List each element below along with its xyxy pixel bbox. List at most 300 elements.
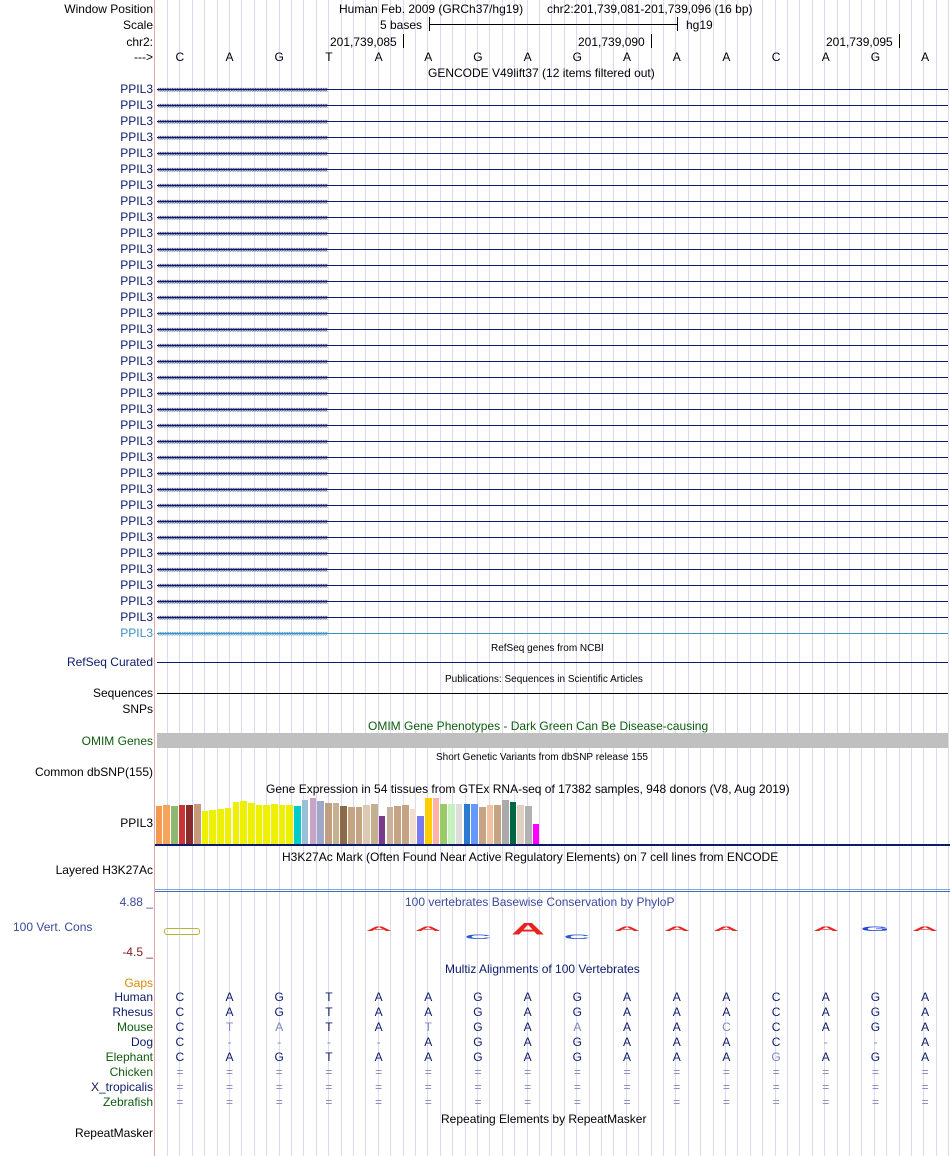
gencode-transcript[interactable] [157,276,948,286]
publications-track-label[interactable]: Sequences [92,686,153,700]
multiz-base: = [573,1095,581,1109]
conservation-logo-letter: A [415,925,442,933]
multiz-base: = [275,1080,283,1094]
gtex-track-title: Gene Expression in 54 tissues from GTEx RNA-seq of 17382 samples, 948 donors (V8, Aug 2019) [266,782,790,796]
gtex-tissue-bar[interactable] [317,801,324,844]
h3k27ac-track-title: H3K27Ac Mark (Often Found Near Active Regulatory Elements) on 7 cell lines from ENCODE [282,850,779,864]
multiz-gaps-label[interactable]: Gaps [124,976,153,990]
gtex-tissue-bar[interactable] [340,806,347,844]
gencode-transcript[interactable] [157,372,948,382]
gtex-tissue-bar[interactable] [410,809,417,844]
multiz-base: = [722,1095,730,1109]
gtex-tissue-bar[interactable] [371,804,378,844]
multiz-base: = [822,1065,830,1079]
gtex-tissue-bar[interactable] [156,806,163,844]
reference-base: A [623,50,632,64]
multiz-base: = [524,1065,532,1079]
gencode-transcript-label[interactable]: PPIL3 [120,290,153,304]
multiz-base: G [473,1005,483,1019]
multiz-base: A [424,1005,433,1019]
gtex-tissue-bar[interactable] [448,804,455,844]
gencode-transcript[interactable] [157,404,948,414]
multiz-species-label[interactable]: Chicken [109,1065,153,1079]
gencode-transcript[interactable] [157,292,948,302]
multiz-base: C [175,1020,185,1034]
gencode-transcript[interactable] [157,452,948,462]
omim-track-title: OMIM Gene Phenotypes - Dark Green Can Be Disease-causing [368,719,709,733]
multiz-base: G [572,1035,583,1049]
multiz-base: = [871,1065,879,1079]
gencode-transcript[interactable] [157,196,948,206]
multiz-base: A [821,990,830,1004]
multiz-base: G [870,1005,881,1019]
gtex-tissue-bar[interactable] [286,805,293,844]
gtex-tissue-bar[interactable] [440,804,447,844]
gencode-transcript-label[interactable]: PPIL3 [120,530,153,544]
multiz-base: = [176,1080,184,1094]
strand-arrows: ‹‹‹‹‹‹‹‹‹‹‹‹‹‹‹‹‹‹‹‹‹‹‹‹‹‹‹‹‹‹‹‹‹‹‹‹‹‹‹‹‹‹‹‹‹‹‹‹‹‹‹‹‹‹‹‹‹‹‹‹‹‹‹‹‹‹‹‹‹‹‹‹‹‹‹‹‹‹‹‹‹‹‹‹‹‹‹‹‹‹‹‹‹‹‹‹‹‹‹‹ [157,132,327,142]
multiz-base: = [375,1080,383,1094]
gencode-transcript[interactable] [157,388,948,398]
gencode-transcript[interactable] [157,180,948,190]
gtex-tissue-bar[interactable] [163,805,170,844]
gencode-transcript[interactable] [157,420,948,430]
multiz-base: G [274,990,284,1004]
multiz-base: G [572,1050,583,1064]
gtex-tissue-bar[interactable] [348,807,355,844]
multiz-base: = [822,1080,830,1094]
strand-arrows: ‹‹‹‹‹‹‹‹‹‹‹‹‹‹‹‹‹‹‹‹‹‹‹‹‹‹‹‹‹‹‹‹‹‹‹‹‹‹‹‹‹‹‹‹‹‹‹‹‹‹‹‹‹‹‹‹‹‹‹‹‹‹‹‹‹‹‹‹‹‹‹‹‹‹‹‹‹‹‹‹‹‹‹‹‹‹‹‹‹‹‹‹‹‹‹‹‹‹‹‹ [157,84,327,94]
gencode-transcript-label[interactable]: PPIL3 [120,610,153,624]
conservation-ymin: -4.5 _ [122,945,153,959]
multiz-base: T [325,990,333,1004]
multiz-base: = [275,1065,283,1079]
gtex-tissue-bar[interactable] [179,805,186,844]
gtex-tissue-bar[interactable] [225,808,232,844]
reference-base: C [771,50,781,64]
refseq-gene-line[interactable] [157,662,948,663]
multiz-base: G [473,990,483,1004]
conservation-logo-letter: A [663,925,690,933]
strand-label: ---> [134,50,153,64]
multiz-base: = [524,1080,532,1094]
gencode-transcript[interactable] [157,84,948,94]
gencode-transcript[interactable] [157,132,948,142]
coord-3-tick [899,34,900,48]
gtex-tissue-bar[interactable] [433,798,440,844]
gencode-transcript[interactable] [157,596,948,606]
gencode-transcript-label[interactable]: PPIL3 [120,98,153,112]
gencode-transcript-label[interactable]: PPIL3 [120,386,153,400]
multiz-base: A [275,1020,284,1034]
multiz-base: T [325,1020,333,1034]
gencode-transcript-label[interactable]: PPIL3 [120,114,153,128]
reference-base: C [175,50,185,64]
conservation-track-label[interactable]: 100 Vert. Cons [13,920,93,934]
gencode-transcript-label[interactable]: PPIL3 [120,562,153,576]
multiz-base: G [473,1050,483,1064]
gtex-tissue-bar[interactable] [240,801,247,844]
gencode-transcript-label[interactable]: PPIL3 [120,210,153,224]
gtex-tissue-bar[interactable] [394,806,401,844]
gtex-bar-chart[interactable] [155,797,540,844]
conservation-logo-letter: A [510,920,545,938]
coord-2-tick [651,34,652,48]
multiz-base: - [873,1035,878,1049]
gencode-track-title: GENCODE V49lift37 (12 items filtered out) [428,66,655,80]
gencode-transcript[interactable] [157,612,948,622]
gencode-transcript-label[interactable]: PPIL3 [120,594,153,608]
multiz-base: A [523,1050,532,1064]
multiz-base: = [424,1080,432,1094]
multiz-base: A [722,1005,731,1019]
multiz-base: A [424,1050,433,1064]
gtex-tissue-bar[interactable] [379,816,386,844]
label-column-divider [154,0,155,1156]
multiz-base: A [623,1005,632,1019]
gencode-transcript-label[interactable]: PPIL3 [120,258,153,272]
gtex-tissue-bar[interactable] [194,804,201,844]
multiz-base: - [823,1035,828,1049]
gtex-tissue-bar[interactable] [417,816,424,844]
gtex-tissue-bar[interactable] [425,798,432,844]
reference-base: G [572,50,583,64]
gencode-transcript-label[interactable]: PPIL3 [120,194,153,208]
gtex-tissue-bar[interactable] [387,807,394,844]
gtex-tissue-bar[interactable] [494,805,501,844]
strand-arrows: ‹‹‹‹‹‹‹‹‹‹‹‹‹‹‹‹‹‹‹‹‹‹‹‹‹‹‹‹‹‹‹‹‹‹‹‹‹‹‹‹‹‹‹‹‹‹‹‹‹‹‹‹‹‹‹‹‹‹‹‹‹‹‹‹‹‹‹‹‹‹‹‹‹‹‹‹‹‹‹‹‹‹‹‹‹‹‹‹‹‹‹‹‹‹‹‹‹‹‹‹ [157,196,327,206]
gencode-transcript-label[interactable]: PPIL3 [120,226,153,240]
gencode-transcript-label[interactable]: PPIL3 [120,546,153,560]
multiz-base: = [921,1095,929,1109]
gencode-transcript[interactable] [157,244,948,254]
multiz-species-label[interactable]: Zebrafish [102,1095,153,1109]
multiz-base: A [672,1050,681,1064]
gencode-transcript[interactable] [157,100,948,110]
multiz-base: A [921,990,930,1004]
gtex-tissue-bar[interactable] [202,811,209,844]
strand-arrows: ‹‹‹‹‹‹‹‹‹‹‹‹‹‹‹‹‹‹‹‹‹‹‹‹‹‹‹‹‹‹‹‹‹‹‹‹‹‹‹‹‹‹‹‹‹‹‹‹‹‹‹‹‹‹‹‹‹‹‹‹‹‹‹‹‹‹‹‹‹‹‹‹‹‹‹‹‹‹‹‹‹‹‹‹‹‹‹‹‹‹‹‹‹‹‹‹‹‹‹‹ [157,356,327,366]
multiz-base: C [175,990,185,1004]
gencode-transcript[interactable] [157,564,948,574]
gencode-transcript-label[interactable]: PPIL3 [120,466,153,480]
gencode-transcript[interactable] [157,548,948,558]
multiz-base: A [623,1035,632,1049]
multiz-base: A [225,990,234,1004]
coord-3: 201,739,095 [826,35,893,49]
gencode-transcript-label[interactable]: PPIL3 [120,434,153,448]
gencode-transcript[interactable] [157,468,948,478]
refseq-track-label[interactable]: RefSeq Curated [66,655,153,669]
gtex-tissue-bar[interactable] [310,798,317,844]
gencode-transcript[interactable] [157,116,948,126]
dbsnp-track-title: Short Genetic Variants from dbSNP release 155 [436,752,648,763]
gencode-transcript-label[interactable]: PPIL3 [120,130,153,144]
strand-arrows: ‹‹‹‹‹‹‹‹‹‹‹‹‹‹‹‹‹‹‹‹‹‹‹‹‹‹‹‹‹‹‹‹‹‹‹‹‹‹‹‹‹‹‹‹‹‹‹‹‹‹‹‹‹‹‹‹‹‹‹‹‹‹‹‹‹‹‹‹‹‹‹‹‹‹‹‹‹‹‹‹‹‹‹‹‹‹‹‹‹‹‹‹‹‹‹‹‹‹‹‹ [157,212,327,222]
gencode-transcript-label[interactable]: PPIL3 [120,482,153,496]
multiz-species-label[interactable]: Mouse [116,1020,153,1034]
multiz-base: A [424,990,433,1004]
multiz-base: G [473,1020,483,1034]
conservation-logo-letter: C [564,933,591,941]
repeatmasker-track-label[interactable]: RepeatMasker [74,1126,153,1140]
gencode-transcript-label[interactable]: PPIL3 [120,450,153,464]
gencode-transcript-label[interactable]: PPIL3 [120,274,153,288]
multiz-base: T [325,1050,333,1064]
multiz-base: A [523,1020,532,1034]
multiz-base: A [424,1035,433,1049]
gencode-transcript[interactable] [157,148,948,158]
multiz-base: = [573,1080,581,1094]
gtex-tissue-bar[interactable] [209,810,216,844]
strand-arrows: ‹‹‹‹‹‹‹‹‹‹‹‹‹‹‹‹‹‹‹‹‹‹‹‹‹‹‹‹‹‹‹‹‹‹‹‹‹‹‹‹‹‹‹‹‹‹‹‹‹‹‹‹‹‹‹‹‹‹‹‹‹‹‹‹‹‹‹‹‹‹‹‹‹‹‹‹‹‹‹‹‹‹‹‹‹‹‹‹‹‹‹‹‹‹‹‹‹‹‹‹ [157,148,327,158]
gtex-tissue-bar[interactable] [233,802,240,844]
multiz-species-label[interactable]: X_tropicalis [90,1080,153,1094]
scale-label: Scale [122,18,153,32]
strand-arrows: ‹‹‹‹‹‹‹‹‹‹‹‹‹‹‹‹‹‹‹‹‹‹‹‹‹‹‹‹‹‹‹‹‹‹‹‹‹‹‹‹‹‹‹‹‹‹‹‹‹‹‹‹‹‹‹‹‹‹‹‹‹‹‹‹‹‹‹‹‹‹‹‹‹‹‹‹‹‹‹‹‹‹‹‹‹‹‹‹‹‹‹‹‹‹‹‹‹‹‹‹ [157,516,327,526]
reference-base: G [870,50,881,64]
gtex-tissue-bar[interactable] [502,800,509,844]
gtex-tissue-bar[interactable] [487,805,494,844]
gtex-tissue-bar[interactable] [479,807,486,844]
position-text: chr2:201,739,081-201,739,096 (16 bp) [547,2,753,16]
gencode-transcript-label[interactable]: PPIL3 [120,354,153,368]
conservation-logo-letter: A [365,925,392,933]
strand-arrows: ‹‹‹‹‹‹‹‹‹‹‹‹‹‹‹‹‹‹‹‹‹‹‹‹‹‹‹‹‹‹‹‹‹‹‹‹‹‹‹‹‹‹‹‹‹‹‹‹‹‹‹‹‹‹‹‹‹‹‹‹‹‹‹‹‹‹‹‹‹‹‹‹‹‹‹‹‹‹‹‹‹‹‹‹‹‹‹‹‹‹‹‹‹‹‹‹‹‹‹‹ [157,564,327,574]
reference-base: G [274,50,284,64]
strand-arrows: ‹‹‹‹‹‹‹‹‹‹‹‹‹‹‹‹‹‹‹‹‹‹‹‹‹‹‹‹‹‹‹‹‹‹‹‹‹‹‹‹‹‹‹‹‹‹‹‹‹‹‹‹‹‹‹‹‹‹‹‹‹‹‹‹‹‹‹‹‹‹‹‹‹‹‹‹‹‹‹‹‹‹‹‹‹‹‹‹‹‹‹‹‹‹‹‹‹‹‹‹ [157,308,327,318]
multiz-base: C [722,1020,731,1034]
gencode-transcript[interactable] [157,308,948,318]
gencode-transcript[interactable] [157,628,948,638]
conservation-logo-letter: A [812,925,839,933]
coord-1: 201,739,085 [330,35,397,49]
multiz-base: = [325,1065,333,1079]
gtex-tissue-bar[interactable] [279,805,286,844]
conservation-logo-letter: A [911,925,939,933]
multiz-base: A [623,1050,632,1064]
gencode-transcript-label[interactable]: PPIL3 [120,578,153,592]
strand-arrows: ‹‹‹‹‹‹‹‹‹‹‹‹‹‹‹‹‹‹‹‹‹‹‹‹‹‹‹‹‹‹‹‹‹‹‹‹‹‹‹‹‹‹‹‹‹‹‹‹‹‹‹‹‹‹‹‹‹‹‹‹‹‹‹‹‹‹‹‹‹‹‹‹‹‹‹‹‹‹‹‹‹‹‹‹‹‹‹‹‹‹‹‹‹‹‹‹‹‹‹‹ [157,324,327,334]
gencode-transcript-label[interactable]: PPIL3 [120,178,153,192]
reference-base: A [424,50,433,64]
scale-bar-right-tick [677,17,678,31]
gencode-transcript-label[interactable]: PPIL3 [120,242,153,256]
multiz-base: T [225,1020,234,1034]
multiz-base: G [572,1005,583,1019]
scale-bar [429,24,677,25]
gtex-tissue-bar[interactable] [525,806,532,844]
multiz-base: = [474,1095,482,1109]
multiz-base: = [375,1065,383,1079]
omim-gene-bar[interactable] [157,733,948,748]
reference-base: T [325,50,333,64]
multiz-base: = [921,1080,929,1094]
gencode-transcript-label[interactable]: PPIL3 [120,402,153,416]
conservation-logo-letter: A [713,925,740,933]
conservation-ymax: 4.88 _ [119,895,153,909]
gtex-tissue-bar[interactable] [217,809,224,844]
gtex-tissue-bar[interactable] [171,806,178,844]
gencode-transcript[interactable] [157,580,948,590]
multiz-base: A [821,1020,830,1034]
multiz-base: A [623,990,632,1004]
multiz-species-label[interactable]: Elephant [105,1050,153,1064]
gtex-tissue-bar[interactable] [325,803,332,844]
gencode-transcript-label[interactable]: PPIL3 [120,338,153,352]
gtex-tissue-bar[interactable] [471,804,478,844]
gtex-tissue-bar[interactable] [294,806,301,844]
reference-base: A [523,50,532,64]
gtex-tissue-bar[interactable] [510,802,517,844]
multiz-base: A [722,1050,731,1064]
gencode-transcript-label[interactable]: PPIL3 [120,306,153,320]
strand-arrows: ‹‹‹‹‹‹‹‹‹‹‹‹‹‹‹‹‹‹‹‹‹‹‹‹‹‹‹‹‹‹‹‹‹‹‹‹‹‹‹‹‹‹‹‹‹‹‹‹‹‹‹‹‹‹‹‹‹‹‹‹‹‹‹‹‹‹‹‹‹‹‹‹‹‹‹‹‹‹‹‹‹‹‹‹‹‹‹‹‹‹‹‹‹‹‹‹‹‹‹‹ [157,436,327,446]
gencode-transcript-label[interactable]: PPIL3 [120,418,153,432]
grid-line [948,0,949,1156]
gencode-transcript[interactable] [157,164,948,174]
gtex-tissue-bar[interactable] [248,803,255,844]
gencode-transcript[interactable] [157,436,948,446]
gencode-transcript[interactable] [157,500,948,510]
multiz-base: = [722,1065,730,1079]
h3k27ac-track-label[interactable]: Layered H3K27Ac [55,863,153,877]
multiz-base: = [772,1065,780,1079]
publications-line[interactable] [157,693,948,694]
multiz-species-label[interactable]: Rhesus [112,1005,153,1019]
multiz-base: - [326,1035,331,1049]
gtex-gene-model [155,844,950,846]
multiz-base: A [821,1050,830,1064]
refseq-track-title: RefSeq genes from NCBI [491,643,604,654]
strand-arrows: ‹‹‹‹‹‹‹‹‹‹‹‹‹‹‹‹‹‹‹‹‹‹‹‹‹‹‹‹‹‹‹‹‹‹‹‹‹‹‹‹‹‹‹‹‹‹‹‹‹‹‹‹‹‹‹‹‹‹‹‹‹‹‹‹‹‹‹‹‹‹‹‹‹‹‹‹‹‹‹‹‹‹‹‹‹‹‹‹‹‹‹‹‹‹‹‹‹‹‹‹ [157,228,327,238]
multiz-base: A [573,1020,582,1034]
multiz-base: = [325,1080,333,1094]
multiz-base: = [722,1080,730,1094]
gtex-tissue-bar[interactable] [456,804,463,844]
multiz-base: = [573,1065,581,1079]
gencode-transcript-label[interactable]: PPIL3 [120,146,153,160]
strand-arrows: ‹‹‹‹‹‹‹‹‹‹‹‹‹‹‹‹‹‹‹‹‹‹‹‹‹‹‹‹‹‹‹‹‹‹‹‹‹‹‹‹‹‹‹‹‹‹‹‹‹‹‹‹‹‹‹‹‹‹‹‹‹‹‹‹‹‹‹‹‹‹‹‹‹‹‹‹‹‹‹‹‹‹‹‹‹‹‹‹‹‹‹‹‹‹‹‹‹‹‹‹ [157,628,327,638]
multiz-base: A [921,1035,930,1049]
conservation-negative-glyph [164,928,200,935]
multiz-base: C [771,1005,781,1019]
multiz-base: A [921,1020,930,1034]
gencode-transcript[interactable] [157,212,948,222]
strand-arrows: ‹‹‹‹‹‹‹‹‹‹‹‹‹‹‹‹‹‹‹‹‹‹‹‹‹‹‹‹‹‹‹‹‹‹‹‹‹‹‹‹‹‹‹‹‹‹‹‹‹‹‹‹‹‹‹‹‹‹‹‹‹‹‹‹‹‹‹‹‹‹‹‹‹‹‹‹‹‹‹‹‹‹‹‹‹‹‹‹‹‹‹‹‹‹‹‹‹‹‹‹ [157,388,327,398]
multiz-species-label[interactable]: Dog [130,1035,153,1049]
gencode-transcript[interactable] [157,324,948,334]
multiz-base: T [325,1005,333,1019]
multiz-base: A [722,1035,731,1049]
multiz-base: - [376,1035,381,1049]
multiz-base: = [623,1080,631,1094]
multiz-base: = [871,1080,879,1094]
multiz-species-label[interactable]: Human [114,990,153,1004]
gencode-transcript-label[interactable]: PPIL3 [120,162,153,176]
gencode-transcript[interactable] [157,484,948,494]
multiz-base: G [274,1050,284,1064]
gtex-tissue-bar[interactable] [363,805,370,844]
h3k27ac-signal-line-2 [155,891,950,892]
multiz-base: = [176,1065,184,1079]
multiz-base: A [821,1005,830,1019]
dbsnp-track-label[interactable]: Common dbSNP(155) [34,765,153,779]
gtex-tissue-bar[interactable] [263,805,270,844]
gencode-transcript-label[interactable]: PPIL3 [120,322,153,336]
multiz-base: A [225,1005,234,1019]
gtex-tissue-bar[interactable] [356,807,363,844]
gencode-transcript[interactable] [157,228,948,238]
conservation-logo-letter: G [861,925,890,933]
gencode-transcript-label[interactable]: PPIL3 [120,370,153,384]
gencode-transcript[interactable] [157,340,948,350]
gtex-tissue-bar[interactable] [464,804,471,844]
strand-arrows: ‹‹‹‹‹‹‹‹‹‹‹‹‹‹‹‹‹‹‹‹‹‹‹‹‹‹‹‹‹‹‹‹‹‹‹‹‹‹‹‹‹‹‹‹‹‹‹‹‹‹‹‹‹‹‹‹‹‹‹‹‹‹‹‹‹‹‹‹‹‹‹‹‹‹‹‹‹‹‹‹‹‹‹‹‹‹‹‹‹‹‹‹‹‹‹‹‹‹‹‹ [157,500,327,510]
gencode-transcript[interactable] [157,532,948,542]
window-position-label: Window Position [64,2,153,16]
scale-text: 5 bases [380,18,423,32]
multiz-base: A [225,1050,234,1064]
multiz-base: = [226,1065,234,1079]
multiz-base: = [673,1080,681,1094]
multiz-base: G [274,1005,284,1019]
multiz-base: = [424,1095,432,1109]
strand-arrows: ‹‹‹‹‹‹‹‹‹‹‹‹‹‹‹‹‹‹‹‹‹‹‹‹‹‹‹‹‹‹‹‹‹‹‹‹‹‹‹‹‹‹‹‹‹‹‹‹‹‹‹‹‹‹‹‹‹‹‹‹‹‹‹‹‹‹‹‹‹‹‹‹‹‹‹‹‹‹‹‹‹‹‹‹‹‹‹‹‹‹‹‹‹‹‹‹‹‹‹‹ [157,244,327,254]
omim-track-label[interactable]: OMIM Genes [81,734,153,748]
strand-arrows: ‹‹‹‹‹‹‹‹‹‹‹‹‹‹‹‹‹‹‹‹‹‹‹‹‹‹‹‹‹‹‹‹‹‹‹‹‹‹‹‹‹‹‹‹‹‹‹‹‹‹‹‹‹‹‹‹‹‹‹‹‹‹‹‹‹‹‹‹‹‹‹‹‹‹‹‹‹‹‹‹‹‹‹‹‹‹‹‹‹‹‹‹‹‹‹‹‹‹‹‹ [157,340,327,350]
gtex-tissue-bar[interactable] [402,805,409,844]
conservation-logo-letter: C [464,933,492,941]
gtex-tissue-bar[interactable] [271,804,278,844]
reference-base: A [672,50,681,64]
gencode-transcript-label[interactable]: PPIL3 [120,514,153,528]
gtex-tissue-bar[interactable] [302,800,309,844]
strand-arrows: ‹‹‹‹‹‹‹‹‹‹‹‹‹‹‹‹‹‹‹‹‹‹‹‹‹‹‹‹‹‹‹‹‹‹‹‹‹‹‹‹‹‹‹‹‹‹‹‹‹‹‹‹‹‹‹‹‹‹‹‹‹‹‹‹‹‹‹‹‹‹‹‹‹‹‹‹‹‹‹‹‹‹‹‹‹‹‹‹‹‹‹‹‹‹‹‹‹‹‹‹ [157,452,327,462]
strand-arrows: ‹‹‹‹‹‹‹‹‹‹‹‹‹‹‹‹‹‹‹‹‹‹‹‹‹‹‹‹‹‹‹‹‹‹‹‹‹‹‹‹‹‹‹‹‹‹‹‹‹‹‹‹‹‹‹‹‹‹‹‹‹‹‹‹‹‹‹‹‹‹‹‹‹‹‹‹‹‹‹‹‹‹‹‹‹‹‹‹‹‹‹‹‹‹‹‹‹‹‹‹ [157,116,327,126]
gtex-tissue-bar[interactable] [186,805,193,844]
gencode-transcript[interactable] [157,260,948,270]
gencode-transcript-label[interactable]: PPIL3 [120,498,153,512]
gtex-track-label[interactable]: PPIL3 [120,816,153,830]
strand-arrows: ‹‹‹‹‹‹‹‹‹‹‹‹‹‹‹‹‹‹‹‹‹‹‹‹‹‹‹‹‹‹‹‹‹‹‹‹‹‹‹‹‹‹‹‹‹‹‹‹‹‹‹‹‹‹‹‹‹‹‹‹‹‹‹‹‹‹‹‹‹‹‹‹‹‹‹‹‹‹‹‹‹‹‹‹‹‹‹‹‹‹‹‹‹‹‹‹‹‹‹‹ [157,260,327,270]
multiz-base: = [226,1095,234,1109]
gencode-transcript[interactable] [157,356,948,366]
multiz-base: A [722,990,731,1004]
conservation-track-title: 100 vertebrates Basewise Conservation by PhyloP [405,895,675,909]
multiz-base: A [623,1020,632,1034]
multiz-base: A [921,1005,930,1019]
gtex-tissue-bar[interactable] [517,805,524,844]
gencode-transcript-label[interactable]: PPIL3 [120,626,153,640]
gtex-tissue-bar[interactable] [533,824,540,844]
gtex-tissue-bar[interactable] [333,803,340,844]
snps-track-label[interactable]: SNPs [122,702,153,716]
strand-arrows: ‹‹‹‹‹‹‹‹‹‹‹‹‹‹‹‹‹‹‹‹‹‹‹‹‹‹‹‹‹‹‹‹‹‹‹‹‹‹‹‹‹‹‹‹‹‹‹‹‹‹‹‹‹‹‹‹‹‹‹‹‹‹‹‹‹‹‹‹‹‹‹‹‹‹‹‹‹‹‹‹‹‹‹‹‹‹‹‹‹‹‹‹‹‹‹‹‹‹‹‹ [157,292,327,302]
multiz-base: - [227,1035,232,1049]
reference-base: A [821,50,830,64]
multiz-base: C [771,1020,781,1034]
gencode-transcript[interactable] [157,516,948,526]
multiz-base: C [175,1035,185,1049]
multiz-base: = [375,1095,383,1109]
reference-base: G [473,50,483,64]
gtex-tissue-bar[interactable] [256,805,263,844]
strand-arrows: ‹‹‹‹‹‹‹‹‹‹‹‹‹‹‹‹‹‹‹‹‹‹‹‹‹‹‹‹‹‹‹‹‹‹‹‹‹‹‹‹‹‹‹‹‹‹‹‹‹‹‹‹‹‹‹‹‹‹‹‹‹‹‹‹‹‹‹‹‹‹‹‹‹‹‹‹‹‹‹‹‹‹‹‹‹‹‹‹‹‹‹‹‹‹‹‹‹‹‹‹ [157,420,327,430]
multiz-base: G [870,1050,881,1064]
multiz-base: A [374,990,383,1004]
gencode-transcript-label[interactable]: PPIL3 [120,82,153,96]
